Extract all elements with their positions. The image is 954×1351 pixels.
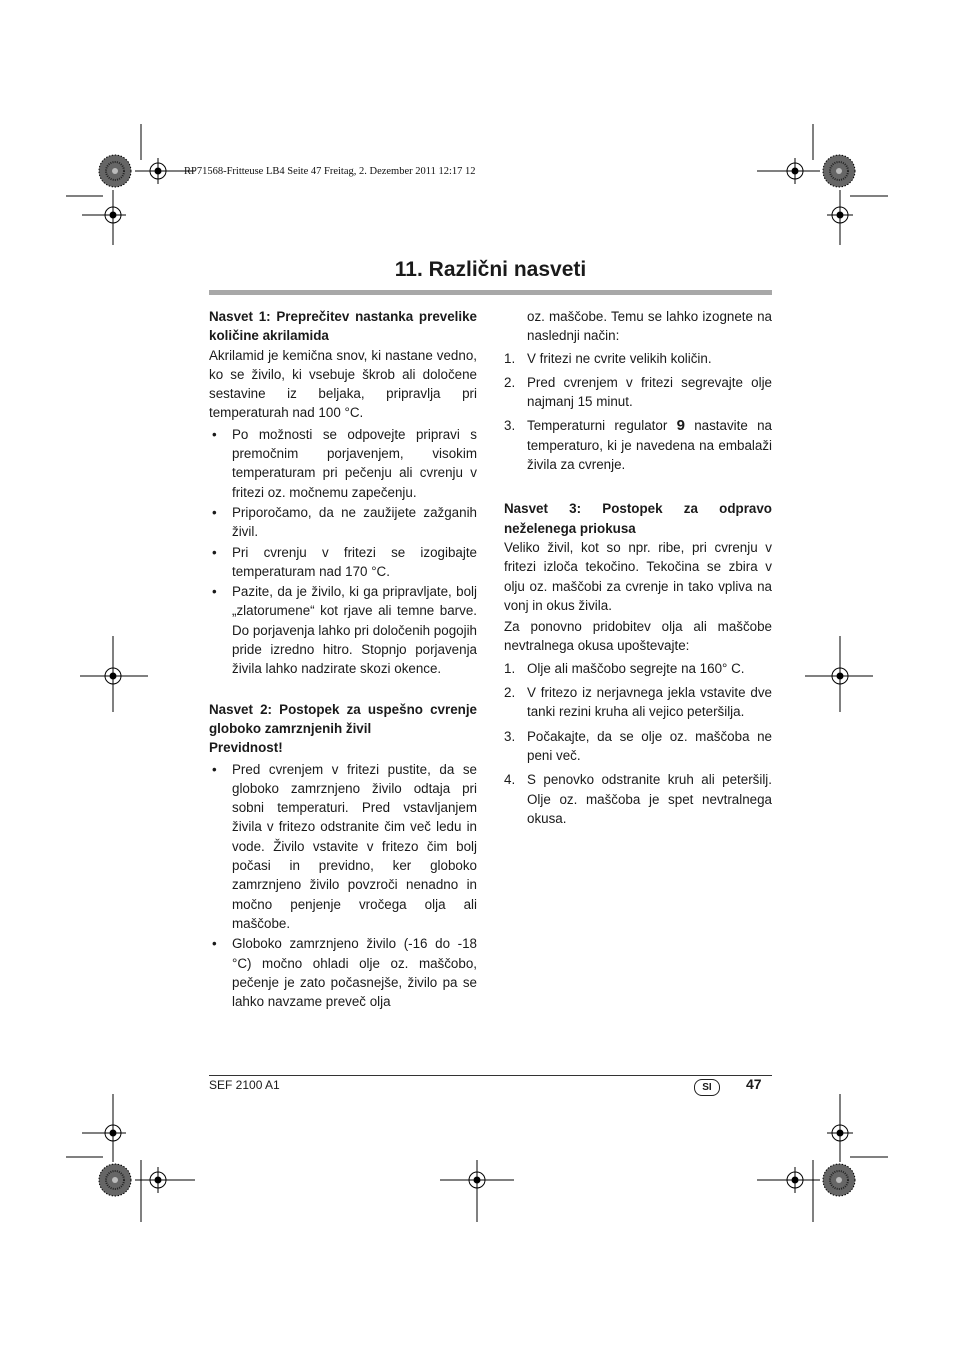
list-item: • Globoko zamrznjeno živilo (-16 do -18 °C) močno ohladi olje oz. maščobo, pečenje je zato počasnejše, živilo pa se lahko navzame preveč olja (209, 934, 477, 1011)
tip2-heading: Nasvet 2: Postopek za uspešno cvrenje globoko zamrznjenih živil (209, 701, 477, 736)
tip3-paragraph-2: Za ponovno pridobitev olja ali maščobe nevtralnega okusa upoštevajte: (504, 619, 772, 654)
list-item: 1. V fritezi ne cvrite velikih količin. (504, 350, 712, 366)
page-number: 47 (746, 1076, 762, 1092)
spacer (504, 479, 772, 499)
list-item: 3. Počakajte, da se olje oz. maščoba ne peni več. (504, 728, 772, 763)
tip3-heading: Nasvet 3: Postopek za odpravo neželenega priokusa (504, 501, 772, 536)
tip3-paragraph-1: Veliko živil, kot so npr. ribe, pri cvrenju v fritezi izloča tekočino. Tekočina se zbira v olju oz. maščobi za cvrenje in tako vpliva na vonj in okus živila. (504, 539, 772, 613)
tip1-heading: Nasvet 1: Preprečitev nastanka prevelike količine akrilamida (209, 309, 477, 344)
spacer (209, 680, 477, 700)
tip1-intro: Akrilamid je kemična snov, ki nastane vedno, ko se živilo, ki vsebuje škrob ali določene sestavine iz beljaka, pripravlja pri temperaturah nad 100 °C. (209, 347, 477, 421)
list-item: 4. S penovko odstranite kruh ali peteršilj. Olje oz. maščoba je spet nevtralnega okusa. (504, 772, 772, 826)
left-column (209, 307, 477, 1012)
list-item: • Pri cvrenju v fritezi se izogibajte temperaturam nad 170 °C. (209, 543, 477, 582)
list-item: • Pred cvrenjem v fritezi pustite, da se globoko zamrznjeno živilo odtaja pri sobni temperaturi. Pred vstavljanjem živila v fritezo odstranite čim več ledu in vode. Živilo vstavite v fritezo čim bolj počasi in previdno, ker globoko zamrznjeno živilo povzroči nenadno in močno penjenje vročega olja ali maščobe. (209, 760, 477, 934)
list-item: 2. V fritezo iz nerjavnega jekla vstavite dve tanki rezini kruha ali vejico peteršilja. (504, 685, 772, 720)
caution-label: Previdnost! (209, 740, 283, 756)
list-item: 1. Olje ali maščobo segrejte na 160° C. (504, 660, 745, 676)
list-item: • Po možnosti se odpovejte pripravi s premočnim porjavenjem, visokim temperaturam pri pečenju ali cvrenju v fritezi oz. močnemu zapečenju. (209, 425, 477, 502)
right-column (504, 307, 772, 833)
list-item: 3. Temperaturni regulator 9 nastavite na temperaturo, ki je navedena na embalaži živila za cvrenje. (504, 417, 772, 473)
tip1-bullet-list (209, 425, 477, 679)
list-item: 2. Pred cvrenjem v fritezi segrevajte olje najmanj 15 minut. (504, 374, 772, 410)
steps-list-a (504, 349, 772, 475)
list-item: • Priporočamo, da ne zaužijete zažganih živil. (209, 503, 477, 542)
regulator-number: 9 (676, 417, 685, 435)
steps-list-b (504, 659, 772, 828)
title-rule (209, 290, 772, 295)
list-item: • Pazite, da je živilo, ki ga pripravljate, bolj „zlatorumene“ kot rjave ali temne barve. Do porjavenja lahko pri določenih pogojih pride izredno hitro. Stopnjo porjavenja živila lahko nadzirate skozi okence. (209, 582, 477, 678)
continuation-text: oz. maščobe. Temu se lahko izognete na naslednji način: (527, 309, 772, 344)
page-title: 11. Različni nasveti (394, 258, 587, 281)
language-badge: SI (694, 1079, 720, 1096)
tip2-bullet-list (209, 760, 477, 1012)
model-number: SEF 2100 A1 (209, 1078, 280, 1092)
footer-rule (209, 1075, 772, 1076)
print-slug: RP71568-Fritteuse LB4 Seite 47 Freitag, 2. Dezember 2011 12:17 12 (184, 166, 476, 177)
